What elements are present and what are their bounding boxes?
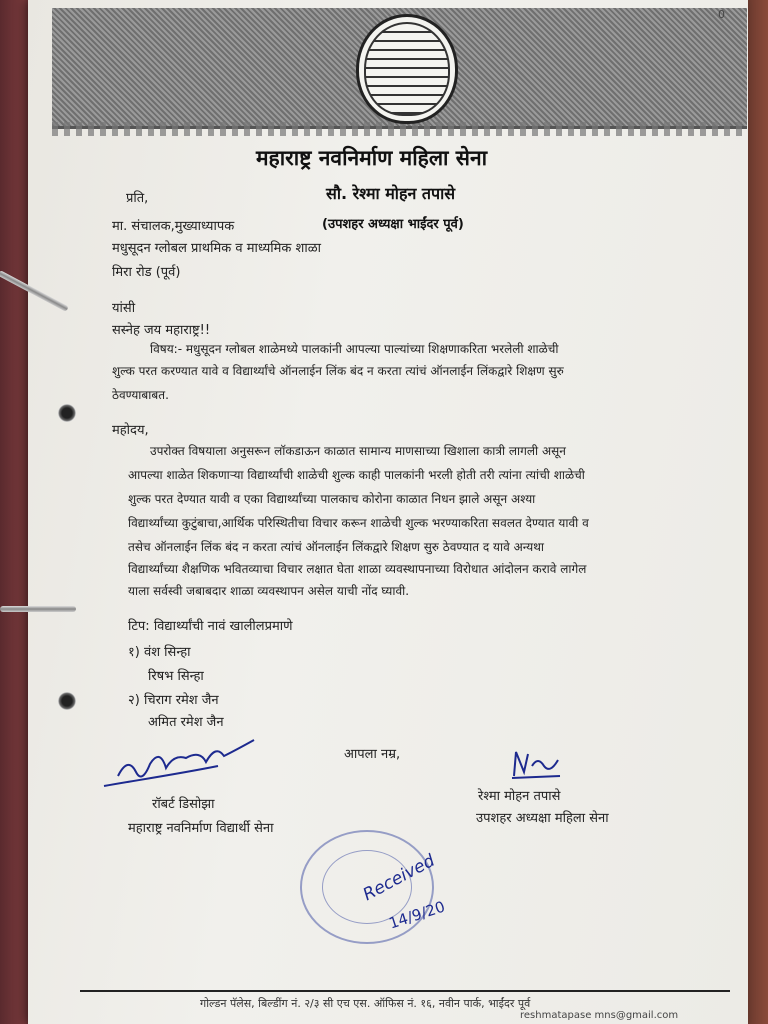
subject-line-1: विषय:- मधुसूदन ग्लोबल शाळेमध्ये पालकांनी आपल्या पाल्यांच्या शिक्षणाकरिता भरलेली शाळेची bbox=[150, 342, 559, 356]
punch-hole-upper bbox=[58, 404, 76, 422]
note-heading: टिप: विद्यार्थ्यांची नावं खालीलप्रमाणे bbox=[128, 619, 293, 634]
note-item-2b: अमित रमेश जैन bbox=[148, 715, 224, 730]
footer-divider bbox=[80, 990, 730, 992]
note-item-2a: २) चिराग रमेश जैन bbox=[128, 693, 219, 708]
body-line-3: शुल्क परत देण्यात यावी व एका विद्यार्थ्यांच्या पालकाच कोरोना काळात निधन झाले असून अश्या bbox=[128, 492, 536, 506]
right-signatory-name: रेश्मा मोहन तपासे bbox=[478, 789, 561, 804]
left-signatory-role: महाराष्ट्र नवनिर्माण विद्यार्थी सेना bbox=[128, 821, 274, 836]
recipient-line-3: मिरा रोड (पूर्व) bbox=[112, 265, 181, 280]
closing-yours: आपला नम्र, bbox=[344, 747, 401, 762]
greeting-salutation: सस्नेह जय महाराष्ट्र!! bbox=[112, 323, 211, 338]
body-line-1: उपरोक्त विषयाला अनुसरून लॉकडाऊन काळात सामान्य माणसाच्या खिशाला कात्री लागली असून bbox=[150, 444, 566, 458]
note-item-1b: रिषभ सिन्हा bbox=[148, 669, 204, 684]
binder-ring-bottom bbox=[0, 606, 76, 612]
note-item-1a: १) वंश सिन्हा bbox=[128, 645, 191, 660]
author-name: सौ. रेश्मा मोहन तपासे bbox=[326, 184, 456, 203]
left-signature bbox=[98, 736, 268, 796]
body-line-7: याला सर्वस्वी जबाबदार शाळा व्यवस्थापन असेल याची नोंद घ्यावी. bbox=[128, 584, 410, 598]
body-line-4: विद्यार्थ्यांच्या कुटुंबाचा,आर्थिक परिस्थितीचा विचार करून शाळेची शुल्क भरण्याकरिता सवलत देण्यात यावी व bbox=[128, 516, 589, 530]
received-date: 14/9/20 bbox=[386, 897, 448, 933]
seal-inscription bbox=[364, 22, 450, 116]
recipient-prefix: प्रति, bbox=[126, 191, 149, 206]
recipient-line-1: मा. संचालक,मुख्याध्यापक bbox=[112, 219, 235, 234]
punch-hole-lower bbox=[58, 692, 76, 710]
author-designation: (उपशहर अध्यक्षा भाईंदर पूर्व) bbox=[322, 217, 464, 232]
body-line-5: तसेच ऑनलाईन लिंक बंद न करता त्यांचं ऑनलाईन लिंकद्वारे शिक्षण सुरु ठेवण्यात द यावे अन्यथा bbox=[128, 540, 545, 554]
organization-title: महाराष्ट्र नवनिर्माण महिला सेना bbox=[256, 146, 488, 170]
body-address: महोदय, bbox=[112, 423, 149, 438]
corner-mark: 0 bbox=[718, 8, 725, 21]
recipient-line-2: मधुसूदन ग्लोबल प्राथमिक व माध्यमिक शाळा bbox=[112, 241, 321, 256]
banner-fringe bbox=[52, 122, 747, 136]
subject-line-2: शुल्क परत करण्यात यावे व विद्यार्थ्यांचे ऑनलाईन लिंक बंद न करता त्यांचं ऑनलाईन लिंकद्वारे शिक्षण सुरु bbox=[112, 364, 564, 378]
footer-address: गोल्डन पॅलेस, बिल्डींग नं. २/३ सी एच एस. ऑफिस नं. १६, नवीन पार्क, भाईंदर पूर्व bbox=[200, 997, 531, 1010]
body-line-2: आपल्या शाळेत शिकणाऱ्या विद्यार्थ्यांची शाळेची शुल्क काही पालकांनी भरली होती तरी त्यांना त्यांची शाळेची bbox=[128, 468, 585, 482]
binder-cover-right bbox=[746, 0, 768, 1024]
left-signatory-name: रॉबर्ट डिसोझा bbox=[152, 797, 215, 812]
subject-line-3: ठेवण्याबाबत. bbox=[112, 388, 169, 402]
right-signature bbox=[506, 746, 566, 782]
footer-email: reshmatapase mns@gmail.com bbox=[520, 1010, 679, 1021]
received-note: Received bbox=[359, 850, 439, 906]
royal-seal-logo bbox=[356, 14, 458, 124]
right-signatory-role: उपशहर अध्यक्षा महिला सेना bbox=[476, 811, 609, 826]
body-line-6: विद्यार्थ्यांच्या शैक्षणिक भवितव्याचा विचार लक्षात घेता शाळा व्यवस्थापनाच्या विरोधात आंदोलन करावे लागेल bbox=[128, 562, 587, 576]
greeting-to: यांसी bbox=[112, 301, 136, 316]
